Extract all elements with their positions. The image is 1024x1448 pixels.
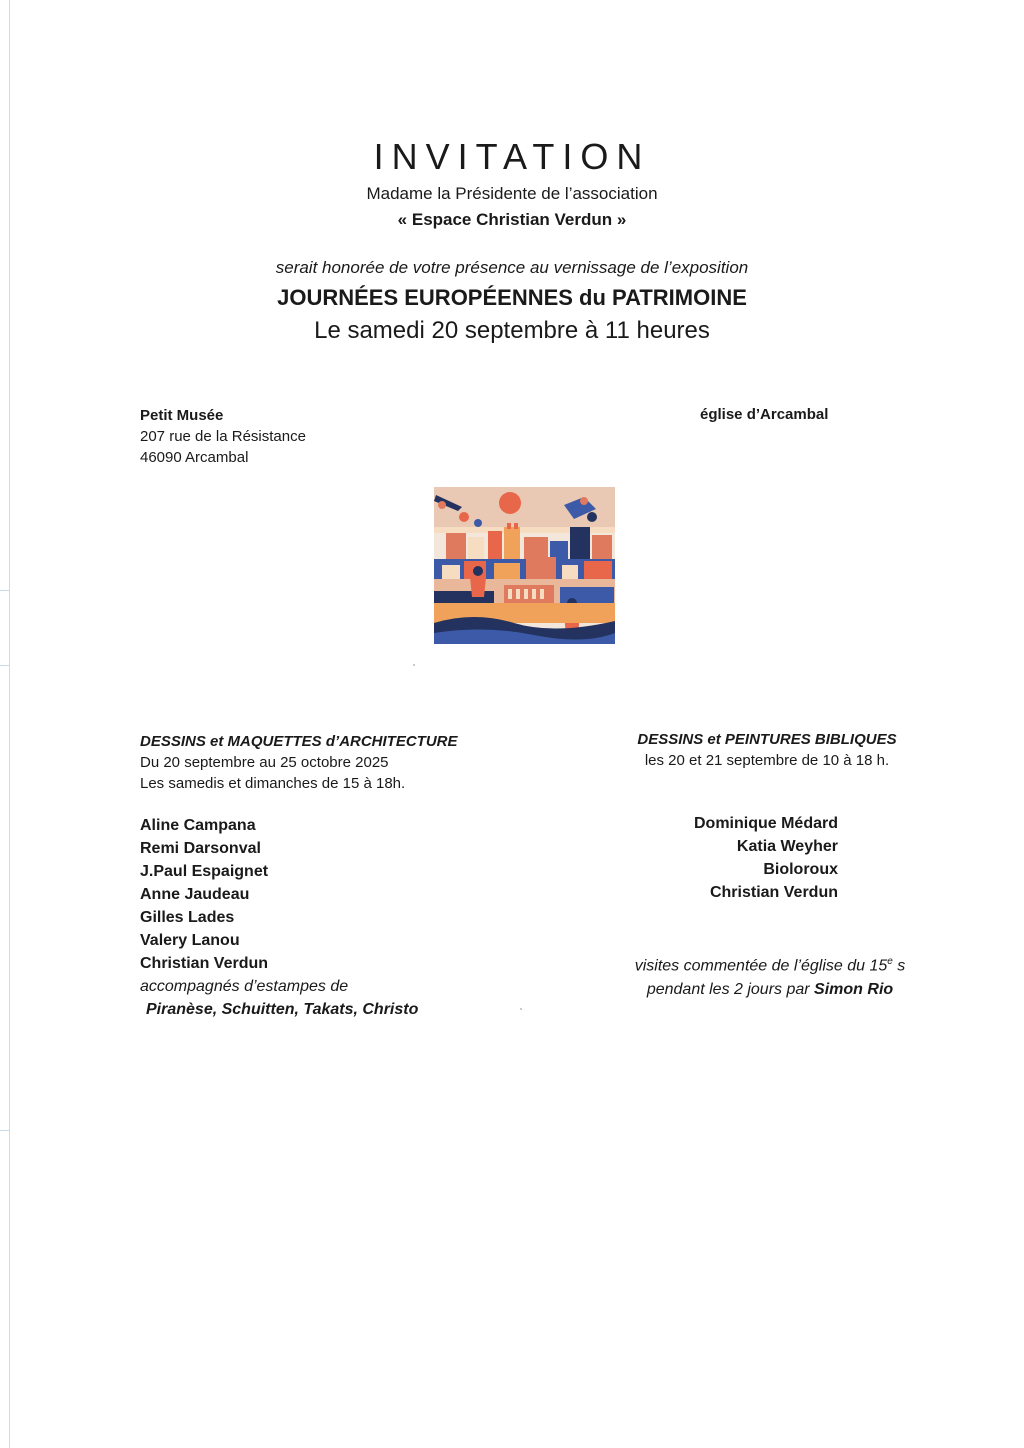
- scan-speck: [413, 664, 415, 666]
- event-name: JOURNÉES EUROPÉENNES du PATRIMOINE: [277, 285, 747, 310]
- host-line: Madame la Présidente de l’association: [366, 184, 658, 203]
- artist-name: Dominique Médard: [693, 815, 838, 832]
- exhibition-left-dates: Du 20 septembre au 25 octobre 2025: [140, 754, 389, 771]
- exhibition-left-title: DESSINS et MAQUETTES d’ARCHITECTURE: [140, 733, 458, 750]
- guide-name: Simon Rio: [814, 981, 894, 999]
- artist-name: Gilles Lades: [140, 909, 235, 926]
- visits-superscript: e: [887, 956, 893, 967]
- artist-name: Aline Campana: [140, 817, 256, 834]
- visits-prefix: pendant les 2 jours par: [646, 981, 815, 999]
- prints-artists: Piranèse, Schuitten, Takats, Christo: [146, 1001, 419, 1018]
- artist-name: Christian Verdun: [140, 955, 269, 972]
- artist-name: Bioloroux: [763, 861, 838, 878]
- exhibition-left: [140, 731, 458, 794]
- exhibition-left-hours: Les samedis et dimanches de 15 à 18h.: [140, 775, 406, 792]
- association-name: « Espace Christian Verdun »: [397, 210, 627, 229]
- page-title: INVITATION: [373, 136, 651, 177]
- prints-note: accompagnés d’estampes de: [140, 978, 349, 995]
- venue-left-city: 46090 Arcambal: [140, 449, 249, 466]
- artist-name: Katia Weyher: [736, 838, 838, 855]
- artist-name: Christian Verdun: [709, 884, 838, 901]
- event-intro: serait honorée de votre présence au vernissage de l’exposition: [275, 258, 749, 277]
- venue-right: [700, 404, 828, 425]
- exhibition-right-dates: les 20 et 21 septembre de 10 à 18 h.: [644, 752, 890, 769]
- venue-left-street: 207 rue de la Résistance: [140, 428, 306, 445]
- scan-speck: [520, 1008, 522, 1010]
- artist-name: J.Paul Espaignet: [140, 863, 269, 880]
- heritage-cityscape-illustration: [434, 487, 615, 644]
- exhibition-right: [622, 729, 912, 771]
- guided-visits: [600, 950, 940, 1002]
- visits-line2: [600, 978, 940, 1002]
- artist-name: Valery Lanou: [140, 932, 240, 949]
- venue-right-name: église d’Arcambal: [700, 406, 829, 423]
- artist-name: Remi Darsonval: [140, 840, 261, 857]
- event-date: Le samedi 20 septembre à 11 heures: [314, 317, 710, 344]
- scan-mark: [0, 1130, 9, 1131]
- scan-mark: [0, 590, 9, 591]
- venue-left-name: Petit Musée: [140, 407, 224, 424]
- scan-mark: [0, 665, 9, 666]
- visits-suffix: s: [892, 957, 906, 975]
- artists-right: [622, 812, 902, 904]
- exhibition-right-title: DESSINS et PEINTURES BIBLIQUES: [637, 731, 897, 748]
- venue-left: [140, 405, 306, 468]
- artist-name: Anne Jaudeau: [140, 886, 250, 903]
- visits-line1: [600, 950, 940, 978]
- visits-text: visites commentée de l’église du 15: [634, 957, 888, 975]
- artists-left: [140, 814, 418, 1021]
